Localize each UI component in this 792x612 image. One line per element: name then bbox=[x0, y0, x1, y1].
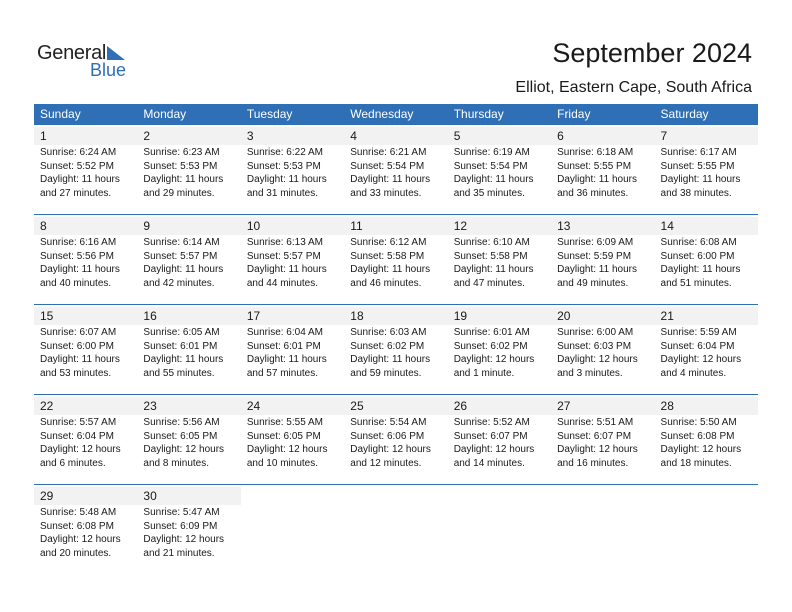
day-sunrise-text: Sunrise: 6:24 AM bbox=[40, 147, 117, 158]
day-daylight2-text: and 46 minutes. bbox=[350, 277, 422, 289]
day-sunrise-text: Sunrise: 6:18 AM bbox=[557, 147, 634, 158]
day-daylight2-text: and 16 minutes. bbox=[557, 457, 629, 469]
day-daylight1-text: Daylight: 12 hours bbox=[246, 444, 328, 455]
day-sunrise-text: Sunrise: 5:55 AM bbox=[246, 417, 323, 428]
day-cell bbox=[34, 395, 137, 484]
day-sun-info bbox=[448, 326, 551, 380]
day-sunrise-text: Sunrise: 6:01 AM bbox=[453, 327, 530, 338]
week-row bbox=[34, 215, 758, 305]
day-sunrise-text: Sunrise: 6:14 AM bbox=[143, 237, 220, 248]
day-daylight2-text: and 36 minutes. bbox=[557, 187, 629, 199]
day-sun-info bbox=[137, 506, 240, 560]
day-sun-info bbox=[34, 506, 137, 560]
day-daylight2-text: and 21 minutes. bbox=[143, 547, 215, 559]
day-daylight1-text: Daylight: 11 hours bbox=[40, 174, 120, 185]
day-number: 20 bbox=[551, 307, 654, 325]
logo-text-blue: Blue bbox=[90, 60, 127, 80]
day-daylight1-text: Daylight: 12 hours bbox=[40, 534, 121, 545]
day-daylight2-text: and 20 minutes. bbox=[40, 547, 112, 559]
day-sunrise-text: Sunrise: 5:50 AM bbox=[660, 417, 737, 428]
day-daylight1-text: Daylight: 11 hours bbox=[143, 264, 224, 275]
day-sunset-text: Sunset: 5:57 PM bbox=[246, 250, 321, 262]
empty-day-cell bbox=[448, 485, 551, 575]
day-sunrise-text: Sunrise: 6:05 AM bbox=[143, 327, 220, 338]
day-daylight2-text: and 42 minutes. bbox=[143, 277, 215, 289]
day-daylight1-text: Daylight: 12 hours bbox=[143, 444, 225, 455]
day-sunset-text: Sunset: 6:01 PM bbox=[246, 340, 321, 352]
day-cell bbox=[448, 125, 551, 214]
day-sunrise-text: Sunrise: 6:04 AM bbox=[246, 327, 323, 338]
day-cell bbox=[655, 215, 758, 304]
day-number: 11 bbox=[344, 217, 447, 235]
day-daylight2-text: and 38 minutes. bbox=[660, 187, 732, 199]
empty-day-cell bbox=[344, 485, 447, 575]
day-daylight1-text: Daylight: 11 hours bbox=[40, 264, 120, 275]
day-sun-info bbox=[655, 326, 758, 380]
day-sunrise-text: Sunrise: 6:19 AM bbox=[453, 147, 530, 158]
day-number: 17 bbox=[241, 307, 344, 325]
day-sunrise-text: Sunrise: 5:54 AM bbox=[350, 417, 427, 428]
day-number: 26 bbox=[448, 397, 551, 415]
day-sunset-text: Sunset: 6:03 PM bbox=[557, 340, 632, 352]
day-daylight2-text: and 10 minutes. bbox=[246, 457, 319, 469]
day-sunset-text: Sunset: 5:53 PM bbox=[246, 160, 321, 172]
day-daylight1-text: Daylight: 11 hours bbox=[246, 264, 327, 275]
weekday-header-friday: Friday bbox=[557, 107, 591, 121]
day-number: 4 bbox=[344, 127, 447, 145]
day-daylight1-text: Daylight: 12 hours bbox=[350, 444, 431, 455]
day-cell bbox=[137, 125, 240, 214]
day-sun-info bbox=[655, 146, 758, 200]
day-sunrise-text: Sunrise: 6:17 AM bbox=[660, 147, 737, 158]
week-row bbox=[34, 125, 758, 215]
day-cell bbox=[448, 395, 551, 484]
day-number: 9 bbox=[137, 217, 240, 235]
day-cell bbox=[344, 125, 447, 214]
day-daylight1-text: Daylight: 12 hours bbox=[557, 354, 638, 365]
day-number: 18 bbox=[344, 307, 447, 325]
calendar-grid bbox=[34, 104, 758, 575]
day-number: 1 bbox=[34, 127, 137, 145]
day-daylight1-text: Daylight: 11 hours bbox=[350, 174, 431, 185]
day-daylight1-text: Daylight: 12 hours bbox=[453, 354, 535, 365]
day-daylight2-text: and 12 minutes. bbox=[350, 457, 422, 469]
day-daylight1-text: Daylight: 11 hours bbox=[40, 354, 120, 365]
day-cell bbox=[34, 125, 137, 214]
day-sunset-text: Sunset: 5:52 PM bbox=[40, 160, 114, 172]
day-daylight2-text: and 59 minutes. bbox=[350, 367, 422, 379]
day-sunset-text: Sunset: 6:02 PM bbox=[350, 340, 425, 352]
day-daylight2-text: and 6 minutes. bbox=[40, 457, 106, 469]
day-daylight2-text: and 40 minutes. bbox=[40, 277, 112, 289]
day-sun-info bbox=[551, 146, 654, 200]
day-daylight1-text: Daylight: 11 hours bbox=[350, 354, 431, 365]
day-sunset-text: Sunset: 6:01 PM bbox=[143, 340, 218, 352]
day-cell bbox=[241, 395, 344, 484]
day-number: 21 bbox=[655, 307, 758, 325]
day-sunset-text: Sunset: 6:02 PM bbox=[453, 340, 528, 352]
weekday-header-tuesday: Tuesday bbox=[246, 107, 293, 121]
day-daylight1-text: Daylight: 11 hours bbox=[660, 174, 741, 185]
day-sunrise-text: Sunrise: 6:09 AM bbox=[557, 237, 634, 248]
weekday-header-wednesday: Wednesday bbox=[350, 107, 414, 121]
day-daylight1-text: Daylight: 12 hours bbox=[660, 444, 742, 455]
weekday-header-saturday: Saturday bbox=[660, 107, 709, 121]
day-daylight2-text: and 47 minutes. bbox=[453, 277, 525, 289]
logo-text-general: General bbox=[37, 42, 107, 64]
day-number: 30 bbox=[137, 487, 240, 505]
day-sun-info bbox=[137, 416, 240, 470]
day-daylight2-text: and 31 minutes. bbox=[246, 187, 319, 199]
day-sunset-text: Sunset: 5:58 PM bbox=[350, 250, 425, 262]
day-sunrise-text: Sunrise: 6:13 AM bbox=[246, 237, 323, 248]
day-sunrise-text: Sunrise: 6:10 AM bbox=[453, 237, 530, 248]
day-sunset-text: Sunset: 6:07 PM bbox=[453, 430, 528, 442]
day-sunrise-text: Sunrise: 6:21 AM bbox=[350, 147, 427, 158]
day-cell bbox=[137, 305, 240, 394]
day-daylight2-text: and 51 minutes. bbox=[660, 277, 732, 289]
day-sunset-text: Sunset: 6:05 PM bbox=[143, 430, 218, 442]
day-daylight2-text: and 55 minutes. bbox=[143, 367, 215, 379]
day-cell bbox=[551, 215, 654, 304]
day-sunrise-text: Sunrise: 5:48 AM bbox=[40, 507, 117, 518]
day-sunset-text: Sunset: 6:08 PM bbox=[40, 520, 114, 532]
day-sunrise-text: Sunrise: 5:56 AM bbox=[143, 417, 220, 428]
day-sunrise-text: Sunrise: 6:07 AM bbox=[40, 327, 117, 338]
day-sun-info bbox=[241, 236, 344, 290]
weekday-header-thursday: Thursday bbox=[453, 107, 504, 121]
day-sunset-text: Sunset: 6:08 PM bbox=[660, 430, 735, 442]
day-sunset-text: Sunset: 5:58 PM bbox=[453, 250, 528, 262]
day-sunset-text: Sunset: 6:06 PM bbox=[350, 430, 425, 442]
day-daylight1-text: Daylight: 12 hours bbox=[453, 444, 535, 455]
day-daylight1-text: Daylight: 11 hours bbox=[350, 264, 431, 275]
day-sun-info bbox=[241, 146, 344, 200]
day-cell bbox=[344, 395, 447, 484]
day-sun-info bbox=[137, 146, 240, 200]
day-number: 6 bbox=[551, 127, 654, 145]
day-daylight2-text: and 57 minutes. bbox=[246, 367, 319, 379]
day-daylight2-text: and 1 minute. bbox=[453, 367, 515, 379]
day-daylight2-text: and 14 minutes. bbox=[453, 457, 525, 469]
day-number: 7 bbox=[655, 127, 758, 145]
day-sunset-text: Sunset: 5:53 PM bbox=[143, 160, 218, 172]
day-sun-info bbox=[34, 326, 137, 380]
weekday-header-row bbox=[34, 104, 758, 125]
day-number: 29 bbox=[34, 487, 137, 505]
day-daylight1-text: Daylight: 12 hours bbox=[40, 444, 121, 455]
day-number: 8 bbox=[34, 217, 137, 235]
week-row bbox=[34, 305, 758, 395]
day-sun-info bbox=[448, 146, 551, 200]
day-number: 10 bbox=[241, 217, 344, 235]
day-sun-info bbox=[551, 236, 654, 290]
day-daylight1-text: Daylight: 12 hours bbox=[660, 354, 742, 365]
day-daylight1-text: Daylight: 11 hours bbox=[143, 174, 224, 185]
day-sun-info bbox=[655, 416, 758, 470]
day-sun-info bbox=[137, 326, 240, 380]
day-sunset-text: Sunset: 6:07 PM bbox=[557, 430, 632, 442]
day-cell bbox=[34, 485, 137, 575]
day-daylight2-text: and 3 minutes. bbox=[557, 367, 623, 379]
day-number: 15 bbox=[34, 307, 137, 325]
day-sunrise-text: Sunrise: 5:59 AM bbox=[660, 327, 737, 338]
day-number: 13 bbox=[551, 217, 654, 235]
day-daylight1-text: Daylight: 11 hours bbox=[557, 174, 637, 185]
day-sunset-text: Sunset: 5:54 PM bbox=[453, 160, 528, 172]
day-sun-info bbox=[34, 236, 137, 290]
day-number: 14 bbox=[655, 217, 758, 235]
empty-day-cell bbox=[551, 485, 654, 575]
day-daylight2-text: and 49 minutes. bbox=[557, 277, 629, 289]
day-daylight2-text: and 8 minutes. bbox=[143, 457, 210, 469]
day-number: 12 bbox=[448, 217, 551, 235]
day-sun-info bbox=[551, 326, 654, 380]
day-daylight2-text: and 27 minutes. bbox=[40, 187, 112, 199]
day-daylight1-text: Daylight: 11 hours bbox=[143, 354, 224, 365]
day-sunrise-text: Sunrise: 5:52 AM bbox=[453, 417, 530, 428]
day-daylight2-text: and 18 minutes. bbox=[660, 457, 732, 469]
day-sunrise-text: Sunrise: 6:22 AM bbox=[246, 147, 323, 158]
day-daylight1-text: Daylight: 11 hours bbox=[453, 264, 534, 275]
day-sunrise-text: Sunrise: 6:23 AM bbox=[143, 147, 220, 158]
day-number: 2 bbox=[137, 127, 240, 145]
day-cell bbox=[137, 485, 240, 575]
day-sunset-text: Sunset: 6:09 PM bbox=[143, 520, 218, 532]
day-sunset-text: Sunset: 5:55 PM bbox=[660, 160, 735, 172]
day-sunrise-text: Sunrise: 6:00 AM bbox=[557, 327, 634, 338]
day-number: 24 bbox=[241, 397, 344, 415]
day-number: 16 bbox=[137, 307, 240, 325]
day-sunset-text: Sunset: 5:56 PM bbox=[40, 250, 114, 262]
calendar-weeks bbox=[34, 125, 758, 575]
day-cell bbox=[241, 215, 344, 304]
day-cell bbox=[34, 305, 137, 394]
day-sun-info bbox=[344, 146, 447, 200]
day-sunset-text: Sunset: 6:05 PM bbox=[246, 430, 321, 442]
day-number: 23 bbox=[137, 397, 240, 415]
day-cell bbox=[448, 215, 551, 304]
day-number: 3 bbox=[241, 127, 344, 145]
day-daylight2-text: and 4 minutes. bbox=[660, 367, 727, 379]
day-number: 22 bbox=[34, 397, 137, 415]
empty-day-cell bbox=[241, 485, 344, 575]
day-number: 25 bbox=[344, 397, 447, 415]
day-sunset-text: Sunset: 6:04 PM bbox=[40, 430, 114, 442]
day-cell bbox=[241, 125, 344, 214]
day-sunrise-text: Sunrise: 6:12 AM bbox=[350, 237, 427, 248]
day-cell bbox=[551, 305, 654, 394]
weekday-header-sunday: Sunday bbox=[40, 107, 81, 121]
location-subtitle: Elliot, Eastern Cape, South Africa bbox=[515, 79, 752, 96]
day-cell bbox=[448, 305, 551, 394]
day-daylight2-text: and 53 minutes. bbox=[40, 367, 112, 379]
day-sun-info bbox=[137, 236, 240, 290]
day-sun-info bbox=[344, 416, 447, 470]
day-sun-info bbox=[241, 416, 344, 470]
day-cell bbox=[551, 395, 654, 484]
day-cell bbox=[344, 305, 447, 394]
day-cell bbox=[344, 215, 447, 304]
day-sun-info bbox=[448, 236, 551, 290]
day-cell bbox=[551, 125, 654, 214]
day-sunset-text: Sunset: 6:00 PM bbox=[660, 250, 735, 262]
generalblue-logo bbox=[37, 42, 137, 82]
day-cell bbox=[34, 215, 137, 304]
day-daylight2-text: and 29 minutes. bbox=[143, 187, 215, 199]
day-sunrise-text: Sunrise: 5:47 AM bbox=[143, 507, 220, 518]
day-number: 5 bbox=[448, 127, 551, 145]
day-sun-info bbox=[551, 416, 654, 470]
day-cell bbox=[137, 215, 240, 304]
day-sunset-text: Sunset: 5:55 PM bbox=[557, 160, 632, 172]
day-sunrise-text: Sunrise: 6:08 AM bbox=[660, 237, 737, 248]
day-cell bbox=[137, 395, 240, 484]
day-number: 27 bbox=[551, 397, 654, 415]
day-daylight1-text: Daylight: 11 hours bbox=[246, 354, 327, 365]
week-row bbox=[34, 485, 758, 575]
day-sun-info bbox=[34, 146, 137, 200]
day-daylight2-text: and 33 minutes. bbox=[350, 187, 422, 199]
day-daylight1-text: Daylight: 11 hours bbox=[557, 264, 637, 275]
day-sunset-text: Sunset: 6:00 PM bbox=[40, 340, 114, 352]
week-row bbox=[34, 395, 758, 485]
page-title: September 2024 bbox=[552, 38, 752, 68]
day-sunrise-text: Sunrise: 6:03 AM bbox=[350, 327, 427, 338]
day-daylight1-text: Daylight: 11 hours bbox=[246, 174, 327, 185]
day-sun-info bbox=[344, 236, 447, 290]
day-daylight1-text: Daylight: 11 hours bbox=[453, 174, 534, 185]
day-sunset-text: Sunset: 5:54 PM bbox=[350, 160, 425, 172]
day-sunrise-text: Sunrise: 6:16 AM bbox=[40, 237, 117, 248]
day-sunset-text: Sunset: 5:59 PM bbox=[557, 250, 632, 262]
day-sun-info bbox=[241, 326, 344, 380]
day-sunset-text: Sunset: 6:04 PM bbox=[660, 340, 735, 352]
day-cell bbox=[655, 305, 758, 394]
day-number: 19 bbox=[448, 307, 551, 325]
day-cell bbox=[655, 395, 758, 484]
day-daylight2-text: and 35 minutes. bbox=[453, 187, 525, 199]
day-cell bbox=[241, 305, 344, 394]
day-number: 28 bbox=[655, 397, 758, 415]
day-sunset-text: Sunset: 5:57 PM bbox=[143, 250, 218, 262]
day-sunrise-text: Sunrise: 5:57 AM bbox=[40, 417, 117, 428]
weekday-header-monday: Monday bbox=[143, 107, 187, 121]
day-cell bbox=[655, 125, 758, 214]
empty-day-cell bbox=[655, 485, 758, 575]
day-sun-info bbox=[655, 236, 758, 290]
day-daylight1-text: Daylight: 12 hours bbox=[557, 444, 638, 455]
day-sun-info bbox=[448, 416, 551, 470]
day-daylight1-text: Daylight: 11 hours bbox=[660, 264, 741, 275]
day-daylight2-text: and 44 minutes. bbox=[246, 277, 319, 289]
day-sunrise-text: Sunrise: 5:51 AM bbox=[557, 417, 634, 428]
day-daylight1-text: Daylight: 12 hours bbox=[143, 534, 225, 545]
day-sun-info bbox=[344, 326, 447, 380]
day-sun-info bbox=[34, 416, 137, 470]
